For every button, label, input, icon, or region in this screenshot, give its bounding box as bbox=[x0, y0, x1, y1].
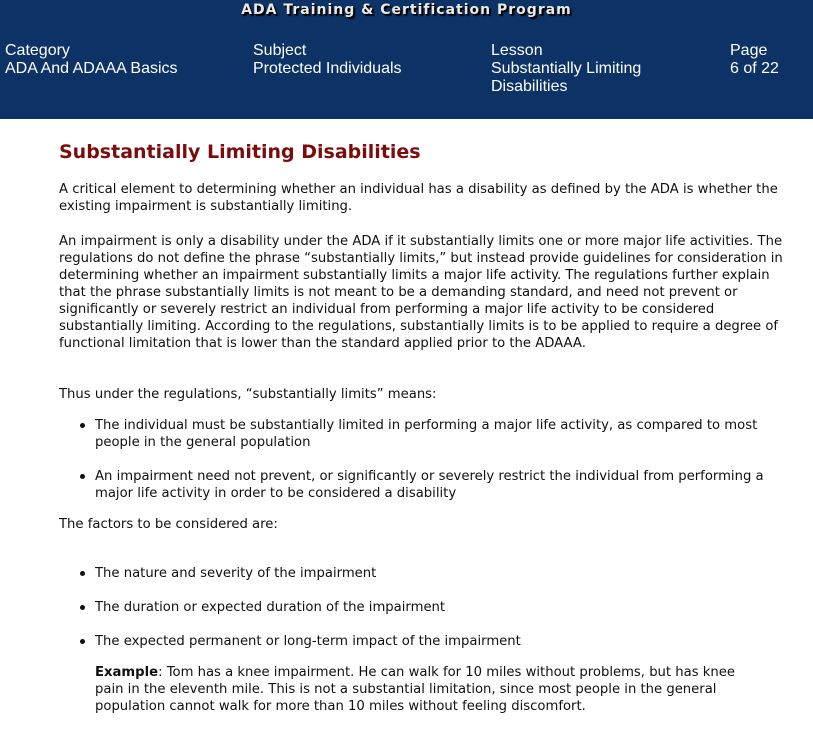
list-item: An impairment need not prevent, or significantly or severely restrict the individual from performing a major life activity in order to be considered a disability bbox=[59, 468, 789, 502]
example-block bbox=[95, 664, 755, 715]
breadcrumb-subject bbox=[253, 42, 402, 78]
intro-paragraph: A critical element to determining whether an individual has a disability as defined by the ADA is whether the existing impairment is substantially limiting. bbox=[59, 182, 778, 214]
means-intro: Thus under the regulations, “substantially limits” means: bbox=[59, 387, 437, 402]
lesson-value: Substantially Limiting Disabilities bbox=[491, 60, 642, 95]
breadcrumb-lesson bbox=[491, 42, 691, 96]
lesson-label: Lesson bbox=[491, 42, 543, 59]
breadcrumb-page bbox=[730, 42, 779, 78]
means-list bbox=[59, 417, 789, 451]
factors-intro: The factors to be considered are: bbox=[59, 517, 278, 532]
page-value: 6 of 22 bbox=[730, 60, 779, 77]
means-list-2 bbox=[59, 468, 789, 502]
category-label: Category bbox=[5, 42, 70, 59]
definition-paragraph: An impairment is only a disability under the ADA if it substantially limits one or more major life activities. The regulations do not define the phrase “substantially limits,” but instead provide guidelines for consideration in determining whether an impairment substantially limits a major life activity. The regulations further explain that the phrase substantially limits is not meant to be a demanding standard, and need not prevent or significantly or severely restrict an individual from performing a major life activity to be considered substantially limiting. According to the regulations, substantially limits is to be applied to require a degree of functional limitation that is lower than the standard applied prior to the ADAAA. bbox=[59, 234, 783, 351]
category-value: ADA And ADAAA Basics bbox=[5, 60, 178, 77]
breadcrumb-category bbox=[5, 42, 178, 78]
list-item: The individual must be substantially limited in performing a major life activity, as compared to most people in the general population bbox=[59, 417, 789, 451]
factors-list-2 bbox=[59, 599, 789, 616]
header-bar bbox=[0, 0, 813, 119]
list-item: The expected permanent or long-term impact of the impairment bbox=[59, 633, 789, 650]
list-item: The nature and severity of the impairment bbox=[59, 565, 789, 582]
factors-list-1 bbox=[59, 565, 789, 582]
factors-list-3 bbox=[59, 633, 789, 650]
page-label: Page bbox=[730, 42, 768, 59]
app-title: ADA Training & Certification Program bbox=[241, 2, 572, 18]
example-text: : Tom has a knee impairment. He can walk for 10 miles without problems, but has knee pain in the eleventh mile. This is not a substantial limitation, since most people in the general population cannot walk for more than 10 miles without feeling discomfort. bbox=[95, 665, 736, 714]
list-item: The duration or expected duration of the impairment bbox=[59, 599, 789, 616]
page-title: Substantially Limiting Disabilities bbox=[59, 141, 421, 163]
subject-value: Protected Individuals bbox=[253, 60, 402, 77]
example-label: Example bbox=[95, 665, 159, 680]
subject-label: Subject bbox=[253, 42, 307, 59]
